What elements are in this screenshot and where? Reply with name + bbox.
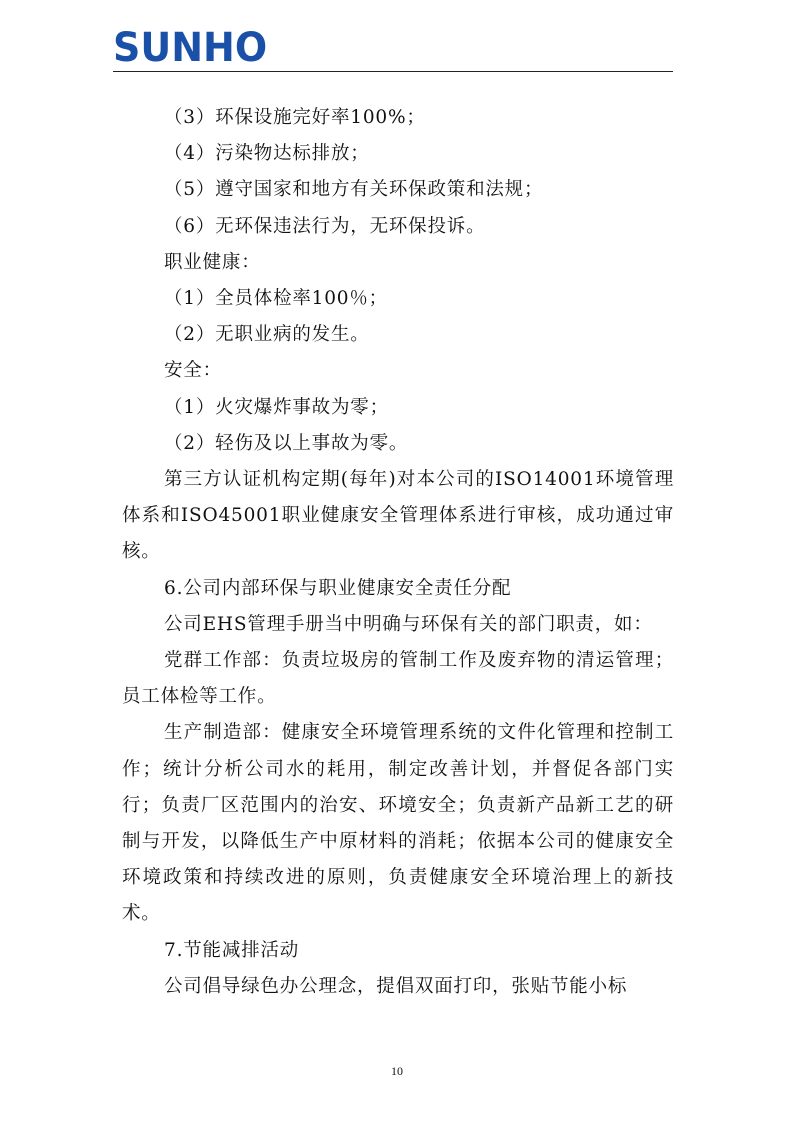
page-number: 10 — [391, 1064, 403, 1078]
section-heading: 7.节能减排活动 — [164, 939, 300, 961]
company-logo: SUNHO — [113, 25, 268, 71]
paragraph: （2）无职业病的发生。 — [164, 324, 370, 346]
paragraph: （1）全员体检率100％； — [164, 288, 388, 310]
paragraph: 公司EHS管理手册当中明确与环保有关的部门职责，如： — [164, 613, 653, 635]
paragraph: （5）遵守国家和地方有关环保政策和法规； — [164, 179, 544, 201]
document-body — [122, 100, 674, 1005]
paragraph: （2）轻伤及以上事故为零。 — [164, 432, 409, 454]
paragraph: 第三方认证机构定期(每年)对本公司的ISO14001环境管理体系和ISO45001职业健康安全管理体系进行审核，成功通过审核。 — [122, 469, 674, 563]
section-heading: 职业健康： — [164, 251, 261, 273]
paragraph: 公司倡导绿色办公理念，提倡双面打印，张贴节能小标 — [164, 975, 628, 997]
paragraph: 生产制造部：健康安全环境管理系统的文件化管理和控制工作；统计分析公司水的耗用，制定改善计划，并督促各部门实行；负责厂区范围内的治安、环境安全；负责新产品新工艺的研制与开发，以降低生产中原材料的消耗；依据本公司的健康安全环境政策和持续改进的原则，负责健康安全环境治理上的新技术。 — [122, 722, 674, 925]
paragraph: （4）污染物达标排放； — [164, 143, 370, 165]
paragraph: （3）环保设施完好率100%； — [164, 107, 426, 128]
header-divider — [113, 71, 673, 72]
paragraph: （6）无环保违法行为，无环保投诉。 — [164, 215, 486, 237]
section-heading: 安全： — [164, 360, 222, 382]
paragraph: 党群工作部：负责垃圾房的管制工作及废弃物的清运管理；员工体检等工作。 — [122, 650, 674, 708]
section-heading: 6.公司内部环保与职业健康安全责任分配 — [164, 577, 512, 599]
paragraph: （1）火灾爆炸事故为零； — [164, 396, 389, 418]
